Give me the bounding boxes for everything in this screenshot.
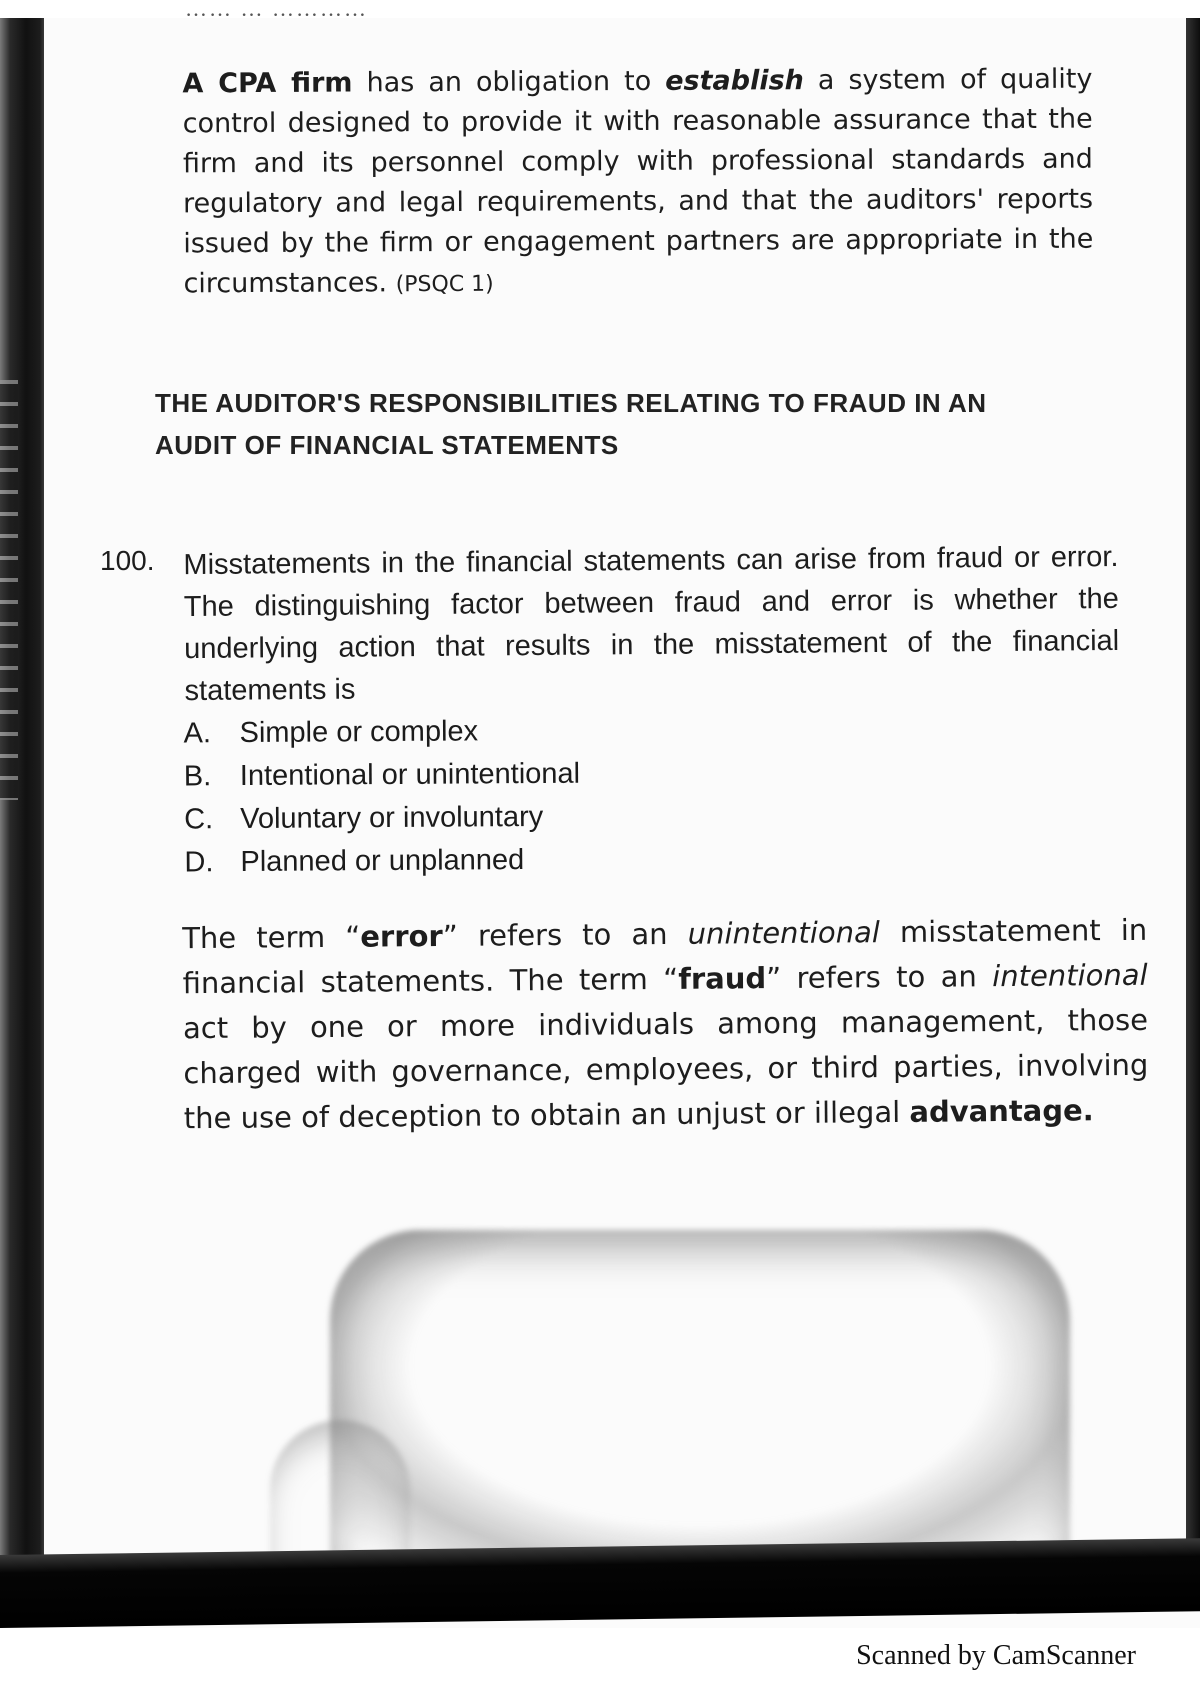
intro-reference: (PSQC 1) [395, 271, 494, 298]
choice-letter: D. [184, 846, 214, 879]
page-bottom-shadow [0, 1538, 1200, 1628]
answer-choices [183, 708, 884, 885]
page-right-edge-shadow [1186, 18, 1200, 1558]
spine-texture [0, 380, 18, 800]
choice-text: Voluntary or involuntary [240, 800, 544, 836]
quality-control-paragraph [182, 60, 1093, 307]
choice-b [184, 751, 884, 799]
expl-bold-advantage: advantage. [909, 1093, 1094, 1129]
expl-text-3: misstatement in financial statements. The term “ [182, 912, 1148, 1001]
section-heading [155, 382, 1115, 466]
intro-text-2: a system of quality control designed to provide it with reasonable assurance that the firm and its personnel comply with professional standards and regulatory and legal requirements, and that the auditors' reports issued by the firm or engagement partners are appropriate in the circumstances. [182, 63, 1094, 300]
choice-text: Simple or complex [239, 715, 479, 750]
choice-letter: A. [183, 717, 212, 750]
scan-smudge-shadow-small [270, 1420, 410, 1570]
intro-bold-italic-establish: establish [665, 65, 804, 97]
expl-bold-fraud: fraud [678, 961, 767, 996]
expl-text-4: ” refers to an [765, 959, 993, 996]
expl-text-2: ” refers to an [442, 916, 688, 953]
intro-text-1: has an obligation to [352, 65, 666, 99]
expl-bold-error: error [360, 918, 443, 954]
expl-text-1: The term “ [182, 919, 361, 956]
expl-italic-unintentional: unintentional [687, 915, 880, 951]
choice-text: Intentional or unintentional [239, 757, 581, 793]
choice-a [183, 708, 883, 756]
intro-bold-cpa-firm: A CPA firm [182, 67, 353, 100]
choice-d [184, 837, 884, 885]
choice-letter: B. [183, 760, 212, 793]
question-text: Misstatements in the financial statements can arise from fraud or error. The distinguishing factor between fraud and error is whether the underlying action that results in the misstatement of the financial statements is [183, 540, 1120, 708]
scan-smudge-shadow [330, 1230, 1070, 1570]
section-heading-line-1: THE AUDITOR'S RESPONSIBILITIES RELATING TO FRAUD IN AN [155, 388, 987, 418]
cut-off-text-line: …… … ………… [185, 4, 368, 18]
choice-text: Planned or unplanned [240, 844, 525, 879]
scanner-watermark: Scanned by CamScanner [856, 1640, 1136, 1671]
choice-letter: C. [184, 803, 214, 836]
expl-italic-intentional: intentional [992, 957, 1148, 994]
section-heading-line-2: AUDIT OF FINANCIAL STATEMENTS [155, 430, 619, 460]
expl-text-5: act by one or more individuals among management, those charged with governance, employees, or third parties, involving the use of deception to obtain an unjust or illegal [182, 1002, 1149, 1136]
choice-c [184, 794, 884, 842]
page-top-edge [0, 0, 1200, 18]
question-number: 100. [100, 545, 155, 576]
answer-explanation [182, 908, 1149, 1141]
